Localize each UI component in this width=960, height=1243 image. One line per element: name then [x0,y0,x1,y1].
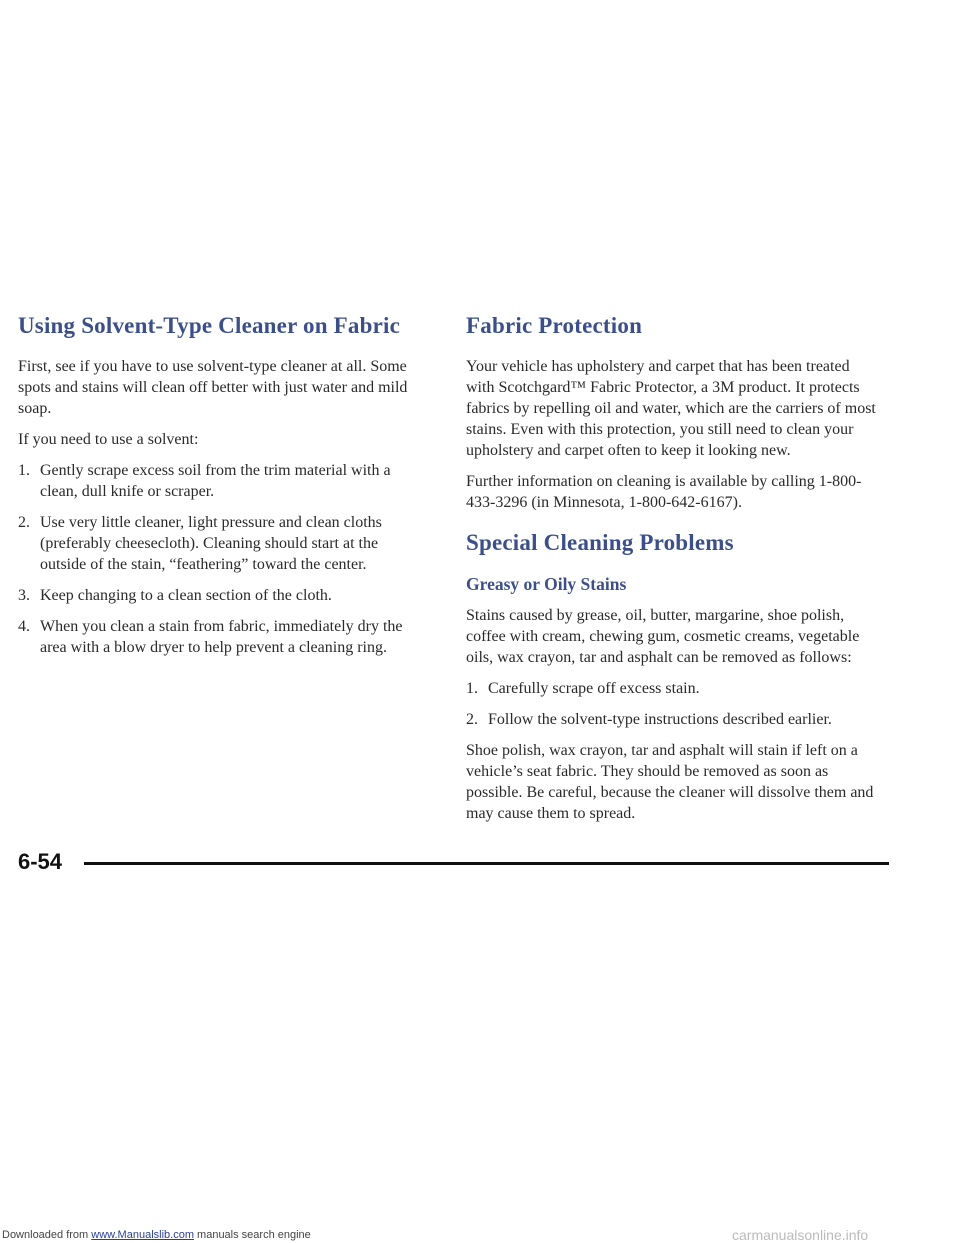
list-item [18,616,413,658]
footer-rule [84,862,889,865]
site-watermark: carmanualsonline.info [732,1227,869,1243]
protection-paragraph: Your vehicle has upholstery and carpet that has been treated with Scotchgard™ Fabric Protector, a 3M product. It protects fabrics by repelling oil and water, which are the carriers of most stains. Even with this protection, you still need to clean your upholstery and carpet often to keep it looking new. [466,358,876,459]
step-number: 2. [466,711,478,728]
step-number: 1. [466,680,478,697]
source-suffix: manuals search engine [193,1229,311,1241]
step-number: 1. [18,462,30,479]
list-item [18,585,413,606]
source-prefix: Downloaded from [2,1229,92,1241]
list-item [466,709,876,730]
contact-paragraph: Further information on cleaning is available by calling 1-800-433-3296 (in Minnesota, 1-800-642-6167). [466,473,862,511]
greasy-stains-subheading: Greasy or Oily Stains [466,574,627,594]
solvent-cleaner-heading: Using Solvent-Type Cleaner on Fabric [18,313,401,338]
special-cleaning-heading: Special Cleaning Problems [466,530,734,555]
greasy-intro-paragraph: Stains caused by grease, oil, butter, margarine, shoe polish, coffee with cream, chewing gum, cosmetic creams, vegetable oils, wax crayon, tar and asphalt can be removed as follows: [466,607,860,666]
page-number: 6-54 [18,849,63,874]
solvent-lead-in: If you need to use a solvent: [18,431,199,448]
step-number: 3. [18,587,30,604]
greasy-steps-list [466,678,876,730]
step-text: Carefully scrape off excess stain. [488,680,700,697]
intro-paragraph: First, see if you have to use solvent-type cleaner at all. Some spots and stains will clean off better with just water and mild soap. [18,358,408,417]
right-column [466,312,876,834]
left-column [18,312,413,668]
step-number: 4. [18,618,30,635]
list-item [18,512,413,575]
list-item [466,678,876,699]
step-text: Gently scrape excess soil from the trim material with a clean, dull knife or scraper. [40,462,391,500]
step-text: Use very little cleaner, light pressure and clean cloths (preferably cheesecloth). Cleaning should start at the outside of the stain, “feathering” toward the center. [40,514,382,573]
manualslib-link[interactable]: www.Manualslib.com [91,1229,194,1241]
download-source-line [2,1229,311,1242]
list-item [18,460,413,502]
step-text: When you clean a stain from fabric, immediately dry the area with a blow dryer to help prevent a cleaning ring. [40,618,403,656]
solvent-steps-list [18,460,413,658]
step-number: 2. [18,514,30,531]
step-text: Follow the solvent-type instructions described earlier. [488,711,832,728]
fabric-protection-heading: Fabric Protection [466,313,643,338]
greasy-outro-paragraph: Shoe polish, wax crayon, tar and asphalt will stain if left on a vehicle’s seat fabric. They should be removed as soon as possible. Be careful, because the cleaner will dissolve them and may cause them to spread. [466,742,874,822]
step-text: Keep changing to a clean section of the cloth. [40,587,332,604]
page-footer [18,847,888,887]
